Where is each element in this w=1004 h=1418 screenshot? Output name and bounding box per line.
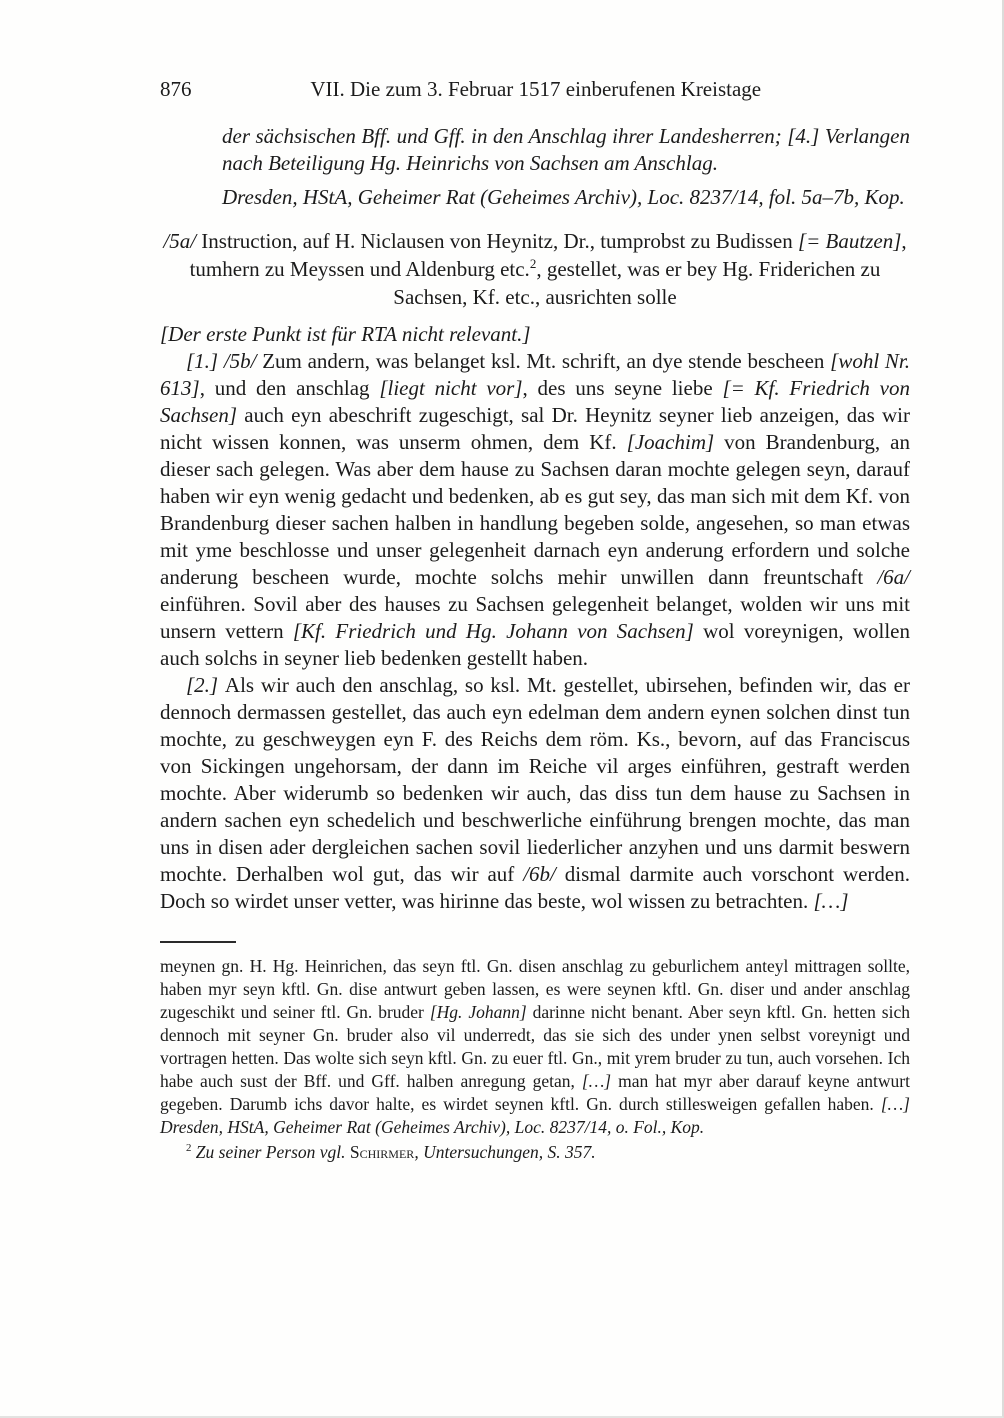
archival-source-line: Dresden, HStA, Geheimer Rat (Geheimes Archiv), Loc. 8237/14, fol. 5a–7b, Kop.: [222, 185, 905, 209]
page-number: 876: [160, 77, 192, 101]
document-heading: /5a/ Instruction, auf H. Niclausen von Heynitz, Dr., tumprobst zu Budissen [= Bautzen], tumhern zu Meyssen und Aldenburg etc.$^2$, gestellet, was er bey Hg. Friderichen zu Sachsen, Kf. etc., ausrichten solle: [163, 229, 907, 309]
running-header: [160, 76, 910, 103]
paragraph-1: [1.] /5b/ Zum andern, was belanget ksl. Mt. schrift, an dye stende bescheen [wohl Nr. 613], und den anschlag [liegt nicht vor], des uns seyne liebe [= Kf. Friedrich von Sachsen] auch eyn abeschrift zugeschigt, sal Dr. Heynitz seyner lieb anzeigen, das wir nicht wissen konnen, was unserm ohmen, dem Kf. [Joachim] von Brandenburg, an dieser sach gelegen. Was aber dem hause zu Sachsen daran mochte gelegen seyn, darauf haben wir eyn wenig gedacht und bedenken, ab es gut sey, das man sich mit dem Kf. von Brandenburg dieser sachen halben in handlung begeben solde, angesehen, so man etwas mit yme beschlosse und unser gelegenheit darnach eyn anderung erfordern und solche anderung bescheen wurde, mochte solchs mehir unwillen dann freuntschaft /6a/ einführen. Sovil aber des hauses zu Sachsen gelegenheit belanget, wolden wir uns mit unsern vettern [Kf. Friedrich und Hg. Johann von Sachsen] wol voreynigen, wollen auch solchs in seyner lieb bedenken gestellt haben.: [160, 349, 911, 670]
editorial-note: [Der erste Punkt ist für RTA nicht relevant.]: [160, 322, 531, 346]
paragraph-2: [2.] Als wir auch den anschlag, so ksl. Mt. gestellet, ubirsehen, befinden wir, das er dennoch dermassen gestellet, das auch eyn edelman dem andern eynen solchen dinst tun mochte, zu geschweygen eyn F. des Reichs dem röm. Ks., bevorn, auf das Franciscus von Sickingen ungehorsam, der dann im Reiche vil arges einführen, gestraft werden mochte. Aber widerumb so bedenken wir auch, das diss tun dem hause zu Sachsen in andern sachen eyn schedelich und beschwerliche einführung brengen mochte, das man uns in disen ader dergleichen sachen sovil liederlicher anzyhen und uns darmit beswern mochte. Derhalben wol gut, das wir auf /6b/ dismal darmite auch vorschont werden. Doch so wirdet unser vetter, was hirinne das beste, wol wissen zu betrachten. […]: [160, 673, 910, 913]
page-content: [160, 76, 910, 1164]
running-title: VII. Die zum 3. Februar 1517 einberufenen Kreistage: [310, 77, 762, 101]
footnote-continuation: meynen gn. H. Hg. Heinrichen, das seyn ftl. Gn. disen anschlag zu geburlichem anteyl mittragen sollte, haben myr seyn kftl. Gn. dise antwurt geben lassen, es were seynen kftl. Gn. diser und ander anschlag zugeschikt und seiner ftl. Gn. bruder [Hg. Johann] darinne nicht benant. Aber seyn kftl. Gn. hetten sich dennoch mit seyner Gn. bruder also vil underredt, das sie sich des under ynen selbst voreynigt und vortragen hetten. Das wolte sich seyn kftl. Gn. zu euer ftl. Gn., mit yrem bruder zu tun, auch vorsehen. Ich habe auch sust der Bff. und Gff. halben anregung getan, […] man hat myr aber darauf keyne antwurt gegeben. Darumb ichs davor halte, es wirdet seynen kftl. Gn. durch stillesweigen gefallen haben. […] Dresden, HStA, Geheimer Rat (Geheimes Archiv), Loc. 8237/14, o. Fol., Kop.: [160, 956, 910, 1137]
footnote-2: $^2$ Zu seiner Person vgl. Schirmer, Untersuchungen, S. 357.: [186, 1142, 596, 1162]
footnote-separator: [160, 941, 236, 943]
summary-text: der sächsischen Bff. und Gff. in den Anschlag ihrer Landesherren; [4.] Verlangen nach Beteiligung Hg. Heinrichs von Sachsen am Anschlag.: [222, 124, 910, 175]
